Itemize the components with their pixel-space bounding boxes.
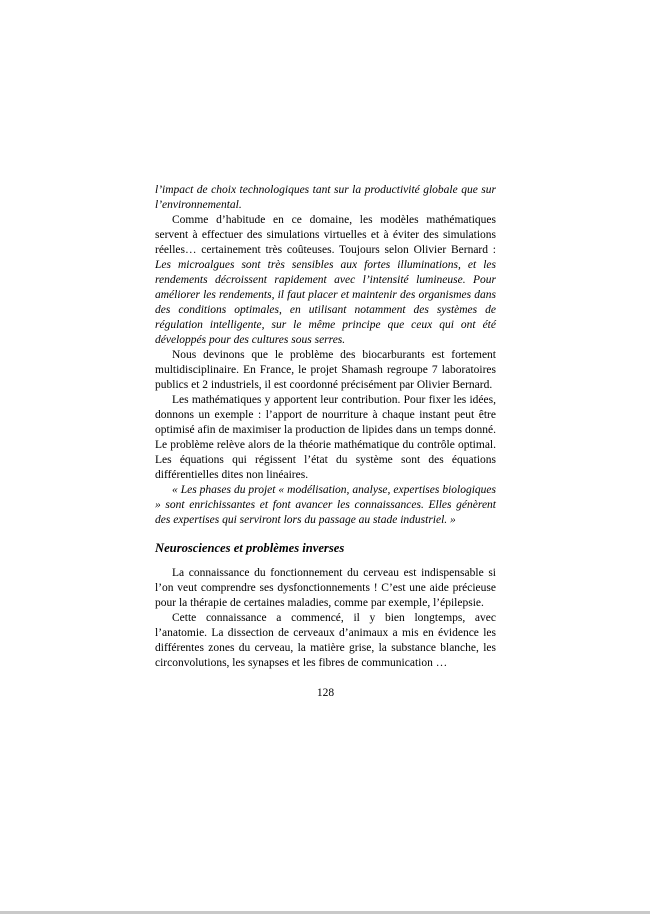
page-bottom-edge: [0, 911, 650, 914]
paragraph-models-quote-text: Les microalgues sont très sensibles aux fortes illuminations, et les rendements décroissent rapidement avec l’intensité lumineuse. Pour améliorer les rendements, il faut placer et maintenir des organismes dans des conditions optimales, en utilisant notamment des systèmes de régulation intelligente, sur le même principe que ceux qui ont été développés pour des cultures sous serres.: [155, 259, 496, 346]
paragraph-project-phases-quote: « Les phases du projet « modélisation, analyse, expertises biologiques » sont enrichissantes et font avancer les connaissances. Elles génèrent des expertises qui serviront lors du passage au stade industriel. »: [155, 484, 496, 526]
page-number: 128: [316, 687, 335, 699]
paragraph-models-intro-text: Comme d’habitude en ce domaine, les modèles mathématiques servent à effectuer des simulations virtuelles et à éviter des simulations réelles… certainement très coûteuses. Toujours selon Olivier Bernard :: [155, 214, 496, 256]
paragraph-neuroscience-intro: La connaissance du fonctionnement du cerveau est indispensable si l’on veut comprendre ses dysfonctionnements ! C’est une aide précieuse pour la thérapie de certaines maladies, comme par exemple, l’épilepsie.: [155, 567, 496, 609]
paragraph-models: [155, 213, 496, 348]
paragraph-quote-continuation: l’impact de choix technologiques tant sur la productivité globale que sur l’environnemental.: [155, 184, 496, 211]
paragraph-math-contribution: Les mathématiques y apportent leur contribution. Pour fixer les idées, donnons un exemple : l’apport de nourriture à chaque instant peut être optimisé afin de maximiser la production de lipides dans un temps donné. Le problème relève alors de la théorie mathématique du contrôle optimal. Les équations qui régissent l’état du système sont des équations différentielles dites non linéaires.: [155, 394, 496, 481]
paragraph-shamash-project: Nous devinons que le problème des biocarburants est fortement multidisciplinaire. En France, le projet Shamash regroupe 7 laboratoires publics et 2 industriels, il est coordonné précisément par Olivier Bernard.: [155, 349, 496, 391]
page-text-block: [155, 183, 496, 701]
section-heading: Neurosciences et problèmes inverses: [155, 541, 345, 555]
paragraph-anatomy: Cette connaissance a commencé, il y bien longtemps, avec l’anatomie. La dissection de cerveaux d’animaux a mis en évidence les différentes zones du cerveau, la matière grise, la substance blanche, les circonvolutions, les synapses et les fibres de communication …: [155, 612, 496, 669]
